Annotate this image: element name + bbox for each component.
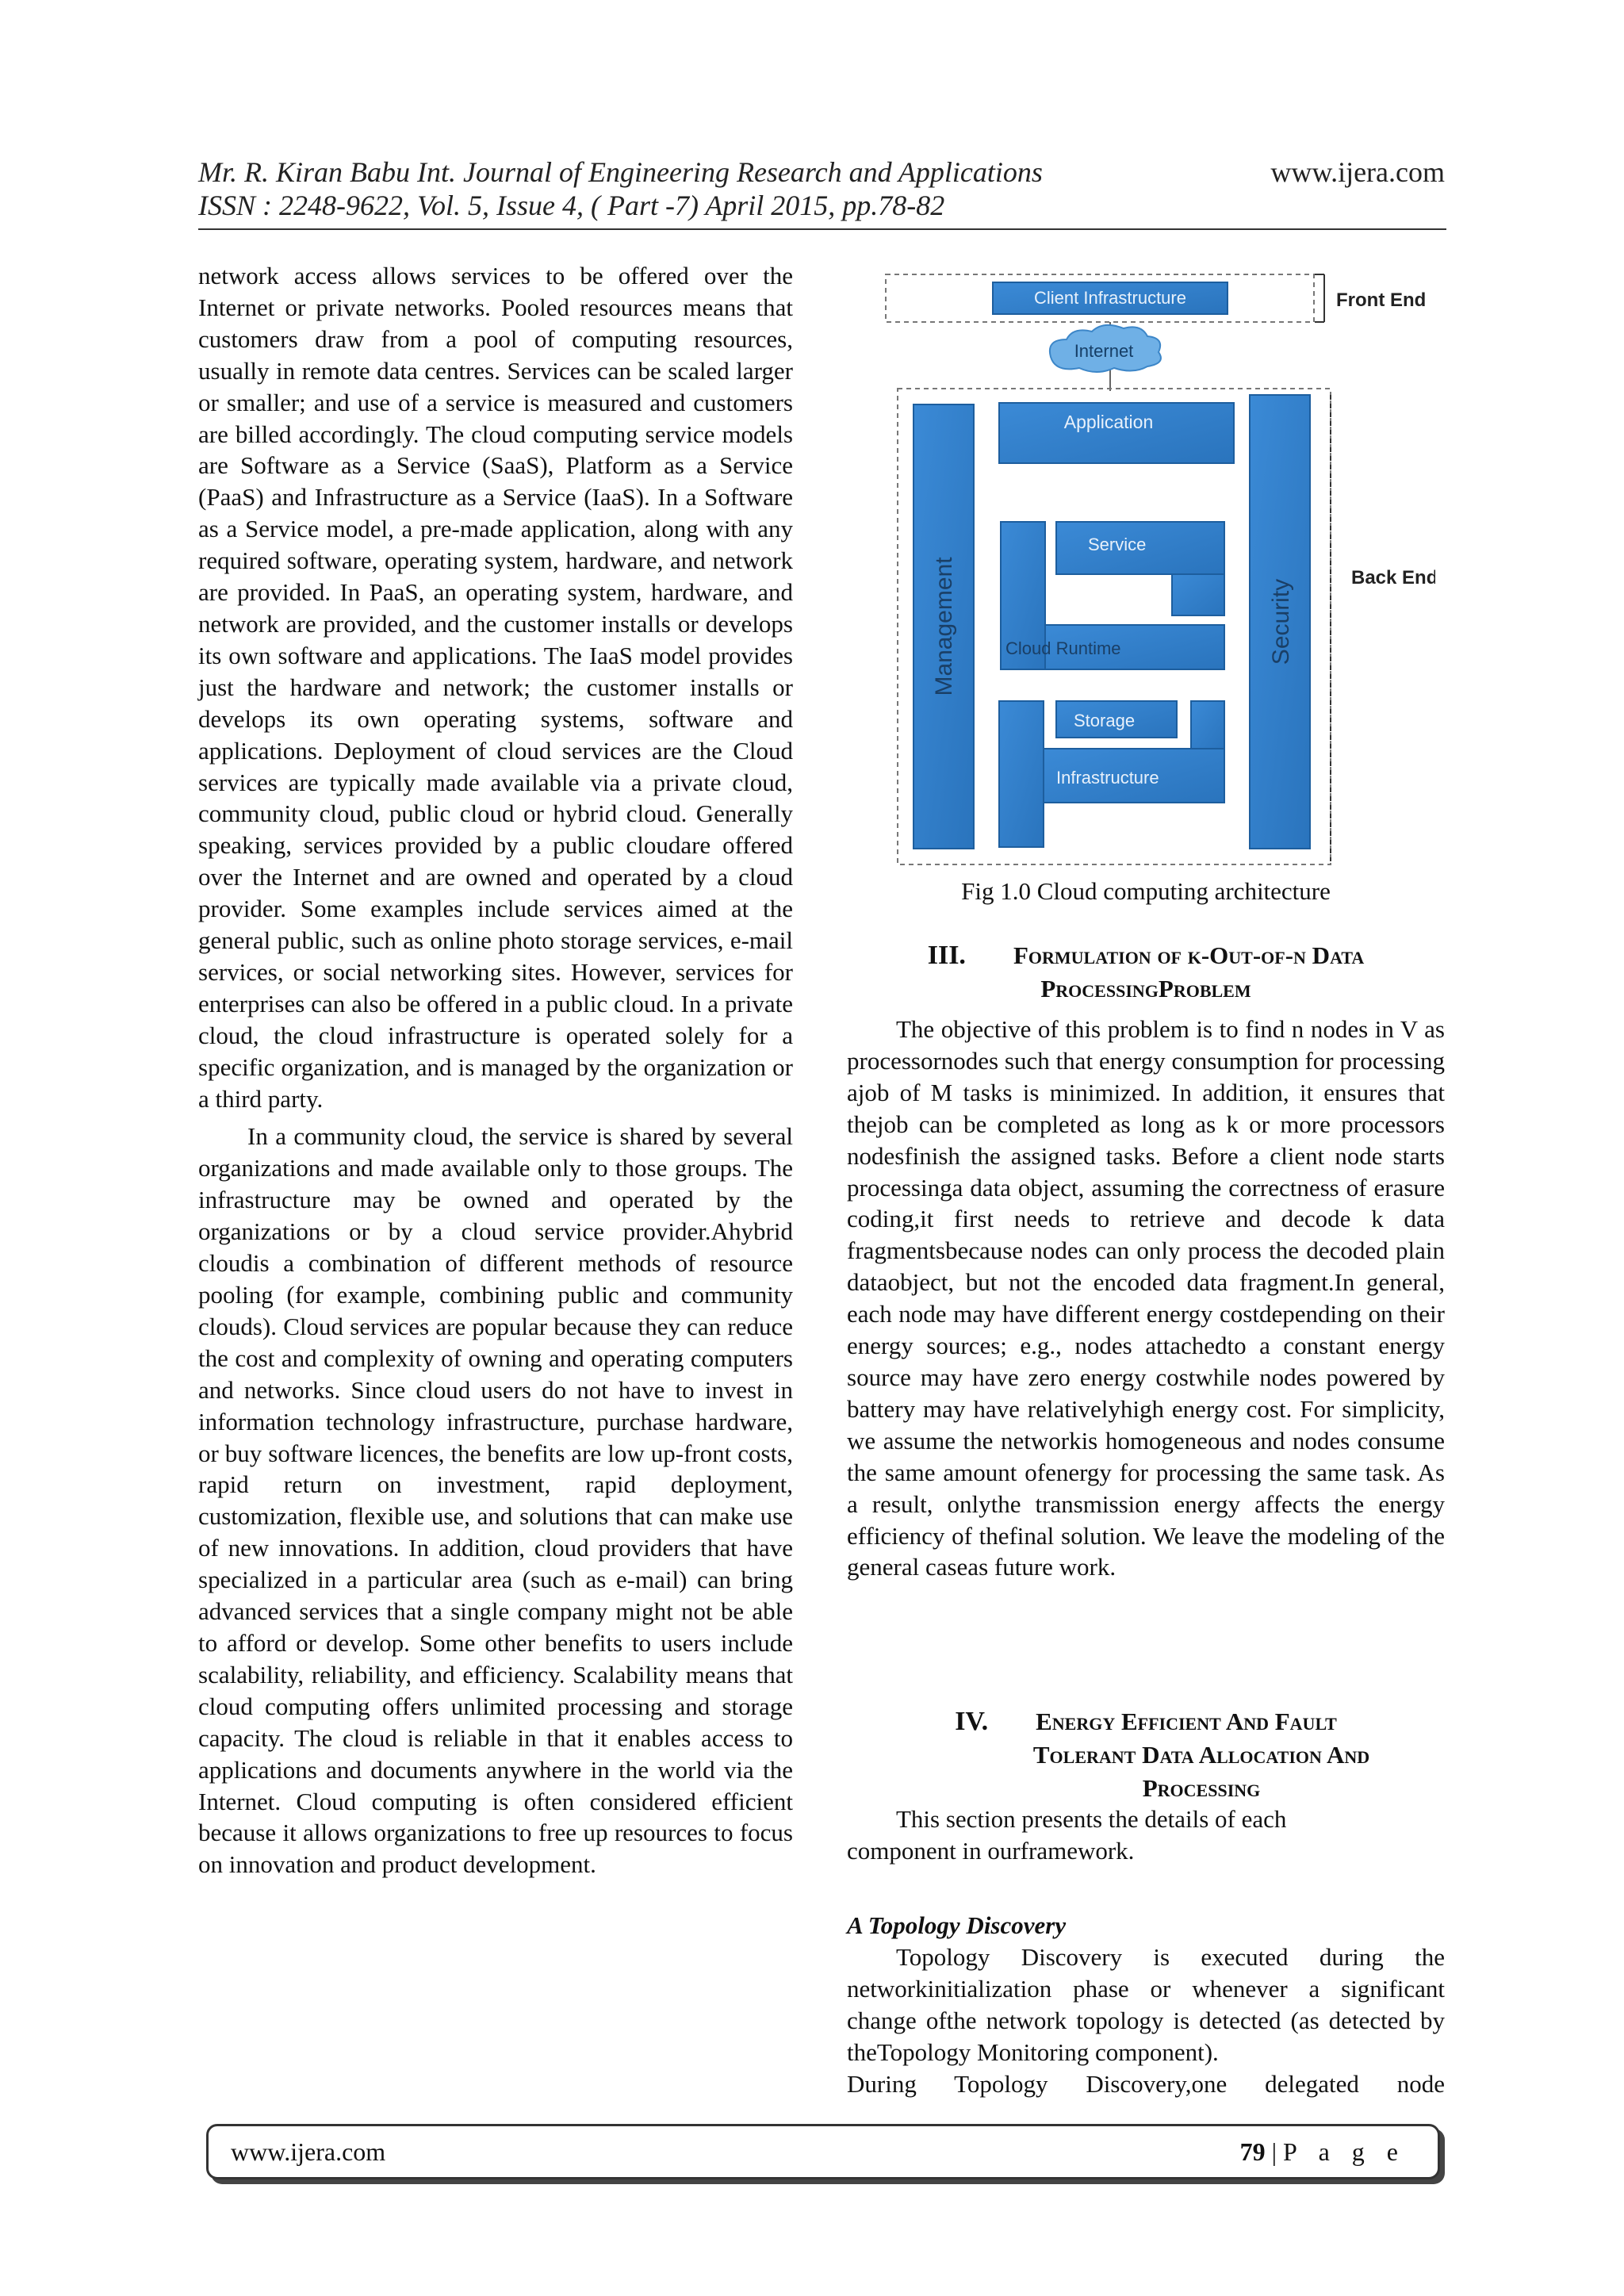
header-site[interactable]: www.ijera.com — [1270, 156, 1445, 188]
body-last-line: During Topology Discovery,one delegated node — [847, 2069, 1445, 2098]
architecture-diagram — [880, 268, 1435, 871]
page-number-value: 79 — [1239, 2137, 1266, 2166]
left-column — [198, 260, 793, 1880]
back-end-label: Back End — [1351, 567, 1435, 588]
section-4-body — [847, 1803, 1445, 1867]
body-line: component in ourframework. — [847, 1836, 1135, 1865]
application-label: Application — [1063, 412, 1154, 432]
runtime-label: Cloud Runtime — [1005, 638, 1121, 658]
section-title-cont: ProcessingProblem — [1040, 975, 1251, 1002]
issn-line: ISSN : 2248-9622, Vol. 5, Issue 4, ( Part -7) April 2015, pp.78-82 — [198, 190, 945, 221]
subsection-title: A Topology Discovery — [847, 1911, 1067, 1939]
security-label: Security — [1268, 578, 1294, 665]
journal-citation: Mr. R. Kiran Babu Int. Journal of Engineering Research and Applications — [198, 156, 1043, 188]
client-infrastructure-label: Client Infrastructure — [1034, 288, 1186, 308]
body-paragraph: The objective of this problem is to find n nodes in V as processornodes such that energy consumption for processing ajob of M tasks is minimized. In addition, it ensures that thejob can be completed as long as k or more processors nodesfinish the assigned tasks. Before a client node starts processinga data object, assuming the correctness of erasure coding,it first needs to retrieve and decode k data fragmentsbecause nodes can only process the decoded plain dataobject, but not the encoded data fragment.In general, each node may have different energy costdepending on their energy sources; e.g., nodes attachedto a constant energy source may have zero energy costwhile nodes powered by battery may have relativelyhigh energy cost. For simplicity, we assume the networkis homogeneous and nodes consume the same amount ofenergy for processing the same task. As a result, onlythe transmission energy affects the energy efficiency of thefinal solution. We leave the modeling of the general caseas future work. — [847, 1015, 1445, 1581]
section-4-heading — [847, 1705, 1445, 1805]
header-rule — [198, 228, 1446, 230]
page-separator: | — [1265, 2137, 1283, 2166]
section-3-heading — [847, 939, 1445, 1006]
body-paragraph: Topology Discovery is executed during the networkinitialization phase or whenever a significant change ofthe network topology is detected (as detected by theTopology Monitoring component). — [847, 1942, 1445, 2066]
page-number — [1240, 2137, 1406, 2167]
page-word: P a g e — [1282, 2137, 1406, 2166]
figure-caption: Fig 1.0 Cloud computing architecture — [961, 877, 1331, 905]
footer-site[interactable]: www.ijera.com — [231, 2137, 386, 2166]
body-paragraph: network access allows services to be offered over the Internet or private networks. Pooled resources means that customers draw from a pool of computing resources, usually in remote data centres. Services can be scaled larger or smaller; and use of a service is measured and customers are billed accordingly. The cloud computing service models are Software as a Service (SaaS), Platform as a Service (PaaS) and Infrastructure as a Service (IaaS). In a Software as a Service model, a pre-made application, along with any required software, operating system, hardware, and network are provided. In PaaS, an operating system, hardware, and network are provided, and the customer installs or develops its own software and applications. The IaaS model provides just the hardware and network; the customer installs or develops its own operating systems, software and applications. Deployment of cloud services are the Cloud services are typically made available via a private cloud, community cloud, public cloud or hybrid cloud. Generally speaking, services provided by a public cloudare offered over the Internet and are owned and operated by a cloud provider. Some examples include services aimed at the general public, such as online photo storage services, e-mail services, or social networking sites. However, services for enterprises can also be offered in a public cloud. In a private cloud, the cloud infrastructure is operated solely for a specific organization, and is managed by the organization or a third party. — [198, 262, 793, 1113]
service-label: Service — [1088, 535, 1147, 554]
section-title-cont: Processing — [1142, 1774, 1261, 1802]
section-number: IV. — [955, 1707, 989, 1736]
front-end-label: Front End — [1336, 289, 1427, 311]
infrastructure-block — [999, 701, 1044, 847]
storage-label: Storage — [1074, 711, 1136, 730]
page-footer — [206, 2124, 1440, 2179]
subsection-topology-discovery — [847, 1910, 1445, 2099]
section-title: Formulation of k-Out-of-n Data — [1013, 941, 1365, 969]
section-3-body — [847, 1014, 1445, 1583]
section-number: III. — [927, 941, 966, 970]
running-header — [198, 155, 1445, 222]
cloud-architecture-figure — [880, 268, 1435, 871]
section-title-cont: Tolerant Data Allocation And — [1032, 1741, 1370, 1769]
infrastructure-label: Infrastructure — [1056, 768, 1159, 788]
body-paragraph: In a community cloud, the service is shared by several organizations and made available only to those groups. The infrastructure may be owned and operated by the organizations or by a cloud service provider.Ahybrid cloudis a combination of different methods of resource pooling (for example, combining public and community clouds). Cloud services are popular because they can reduce the cost and complexity of owning and operating computers and networks. Since cloud users do not have to invest in information technology infrastructure, purchase hardware, or buy software licences, the benefits are low up-front costs, rapid return on investment, rapid deployment, customization, flexible use, and solutions that can make use of new innovations. In addition, cloud providers that have specialized in a particular area (such as e-mail) can bring advanced services that a single company might not be able to afford or develop. Some other benefits to users include scalability, reliability, and efficiency. Scalability means that cloud computing offers unlimited processing and storage capacity. The cloud is reliable in that it enables access to applications and documents anywhere in the world via the Internet. Cloud computing is often considered efficient because it allows organizations to free up resources to focus on innovation and product development. — [198, 1122, 793, 1879]
internet-label: Internet — [1074, 341, 1134, 361]
section-title: Energy Efficient And Fault — [1036, 1708, 1337, 1735]
management-label: Management — [931, 557, 957, 696]
body-line: This section presents the details of each — [896, 1805, 1287, 1833]
